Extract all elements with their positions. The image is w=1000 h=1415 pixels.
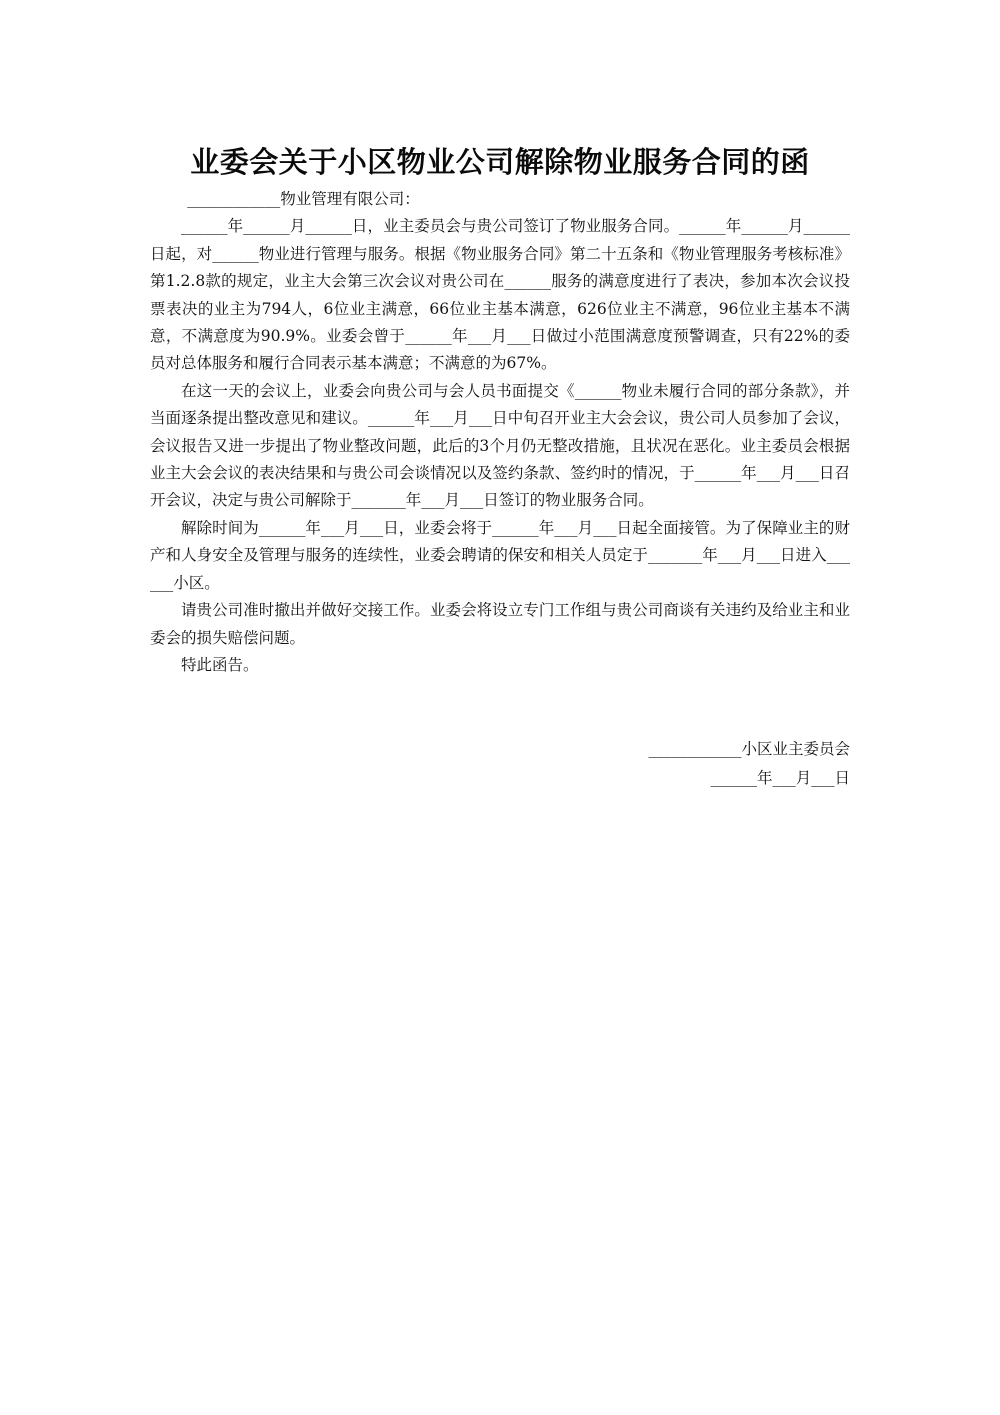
letter-salutation: ____________物业管理有限公司：	[187, 190, 420, 208]
signature-block	[500, 735, 850, 793]
letter-closing: 特此函告。	[181, 655, 259, 674]
letter-paragraph: ______年______月______日，业主委员会与贵公司签订了物业服务合同。______年______月______日起，对______物业进行管理与服务。根据《物业服务合同》第二十五条和《物业管理服务考核标准》第1.2.8款的规定，业主大会第三次会议对贵公司在______服务的满意度进行了表决，参加本次会议投票表决的业主为794人，6位业主满意，66位业主基本满意，626位业主不满意，96位业主基本不满意，不满意度为90.9%。业委会曾于______年___月___日做过小范围满意度预警调查，只有22%的委员对总体服务和履行合同表示基本满意；不满意的为67%。	[150, 217, 850, 373]
signature-committee: ____________小区业主委员会	[648, 740, 850, 758]
letter-paragraph: 请贵公司准时撤出并做好交接工作。业委会将设立专门工作组与贵公司商谈有关违约及给业主和业委会的损失赔偿问题。	[150, 601, 850, 647]
letter-paragraph: 在这一天的会议上，业委会向贵公司与会人员书面提交《______物业未履行合同的部分条款》，并当面逐条提出整改意见和建议。______年___月___日中旬召开业主大会会议，贵公司人员参加了会议，会议报告又进一步提出了物业整改问题，此后的3个月仍无整改措施，且状况在恶化。业主委员会根据业主大会会议的表决结果和与贵公司会谈情况以及签约条款、签约时的情况，于______年___月___日召开会议，决定与贵公司解除于_______年___月___日签订的物业服务合同。	[150, 381, 850, 510]
letter-body	[150, 186, 850, 679]
signature-date: ______年___月___日	[710, 769, 850, 787]
letter-paragraph: 解除时间为______年___月___日，业委会将于______年___月___日起全面接管。为了保障业主的财产和人身安全及管理与服务的连续性，业委会聘请的保安和相关人员定于_______年___月___日进入______小区。	[150, 518, 850, 592]
document-title: 业委会关于小区物业公司解除物业服务合同的函	[190, 145, 810, 179]
